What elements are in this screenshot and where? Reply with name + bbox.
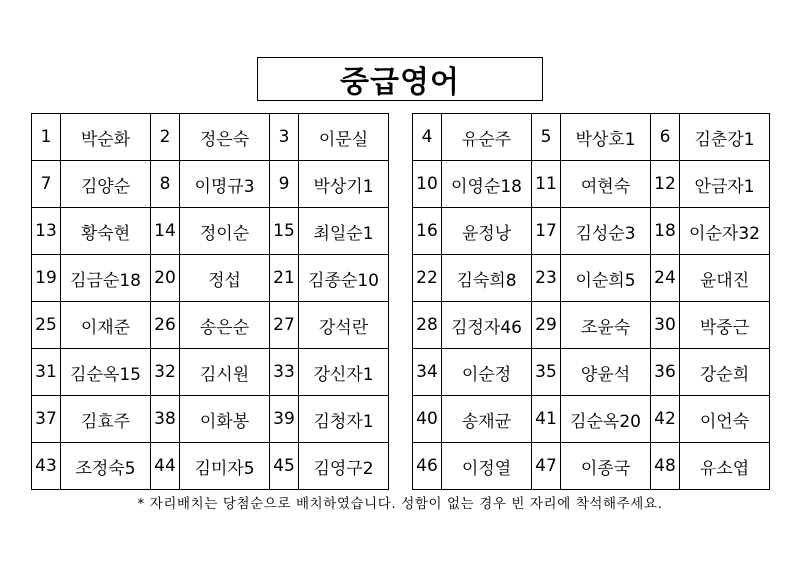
seat-name: 박상호1	[561, 114, 651, 161]
seat-number: 42	[651, 396, 680, 443]
seat-number: 30	[651, 302, 680, 349]
seat-name: 안금자1	[680, 161, 770, 208]
seat-name: 송재균	[442, 396, 532, 443]
seat-row	[413, 208, 770, 255]
seat-name: 이정열	[442, 443, 532, 490]
seat-name: 송은순	[180, 302, 270, 349]
seat-name: 윤대진	[680, 255, 770, 302]
seat-name: 김종순10	[299, 255, 389, 302]
seat-number: 15	[270, 208, 299, 255]
seating-table-right	[412, 113, 770, 490]
seat-number: 2	[151, 114, 180, 161]
seat-row	[32, 161, 389, 208]
seat-number: 12	[651, 161, 680, 208]
seat-row	[32, 208, 389, 255]
seat-number: 1	[32, 114, 61, 161]
seat-name: 이명규3	[180, 161, 270, 208]
seat-name: 김순옥15	[61, 349, 151, 396]
seat-number: 48	[651, 443, 680, 490]
seat-name: 강순희	[680, 349, 770, 396]
seating-table-left	[31, 113, 389, 490]
seat-row	[32, 302, 389, 349]
seat-number: 11	[532, 161, 561, 208]
seat-name: 김청자1	[299, 396, 389, 443]
seat-name: 정은숙	[180, 114, 270, 161]
seat-number: 8	[151, 161, 180, 208]
seat-name: 이문실	[299, 114, 389, 161]
seat-name: 이순자32	[680, 208, 770, 255]
seat-number: 33	[270, 349, 299, 396]
seat-name: 김양순	[61, 161, 151, 208]
seat-name: 정이순	[180, 208, 270, 255]
seat-name: 이순희5	[561, 255, 651, 302]
seat-name: 조정숙5	[61, 443, 151, 490]
seat-number: 5	[532, 114, 561, 161]
seat-number: 26	[151, 302, 180, 349]
seat-name: 김영구2	[299, 443, 389, 490]
seat-name: 김춘강1	[680, 114, 770, 161]
seat-name: 김성순3	[561, 208, 651, 255]
seat-number: 25	[32, 302, 61, 349]
seat-number: 47	[532, 443, 561, 490]
seat-number: 21	[270, 255, 299, 302]
seat-number: 9	[270, 161, 299, 208]
seat-row	[413, 396, 770, 443]
seat-number: 37	[32, 396, 61, 443]
seat-name: 이종국	[561, 443, 651, 490]
seat-number: 32	[151, 349, 180, 396]
seat-name: 강신자1	[299, 349, 389, 396]
seat-number: 19	[32, 255, 61, 302]
seat-number: 18	[651, 208, 680, 255]
seat-name: 유소엽	[680, 443, 770, 490]
seat-name: 최일순1	[299, 208, 389, 255]
seat-name: 김미자5	[180, 443, 270, 490]
seat-name: 박순화	[61, 114, 151, 161]
seat-number: 10	[413, 161, 442, 208]
seat-name: 여현숙	[561, 161, 651, 208]
seat-name: 이영순18	[442, 161, 532, 208]
seat-number: 31	[32, 349, 61, 396]
seat-row	[413, 443, 770, 490]
seat-number: 28	[413, 302, 442, 349]
seat-name: 박중근	[680, 302, 770, 349]
page-title: 중급영어	[257, 57, 543, 101]
seating-note: * 자리배치는 당첨순으로 배치하였습니다. 성함이 없는 경우 빈 자리에 착석해주세요.	[137, 496, 663, 512]
seat-row	[413, 161, 770, 208]
seat-row	[32, 255, 389, 302]
seat-row	[413, 255, 770, 302]
seat-name: 조윤숙	[561, 302, 651, 349]
seat-name: 김효주	[61, 396, 151, 443]
seat-row	[32, 396, 389, 443]
seat-row	[32, 349, 389, 396]
seat-number: 17	[532, 208, 561, 255]
seat-number: 40	[413, 396, 442, 443]
seat-name: 이화봉	[180, 396, 270, 443]
seat-name: 김숙희8	[442, 255, 532, 302]
seat-number: 3	[270, 114, 299, 161]
seat-number: 44	[151, 443, 180, 490]
seat-number: 7	[32, 161, 61, 208]
seat-number: 41	[532, 396, 561, 443]
seat-name: 이언숙	[680, 396, 770, 443]
seat-number: 4	[413, 114, 442, 161]
seat-number: 38	[151, 396, 180, 443]
seat-number: 35	[532, 349, 561, 396]
seat-number: 16	[413, 208, 442, 255]
seat-number: 29	[532, 302, 561, 349]
seat-number: 27	[270, 302, 299, 349]
seat-name: 황숙현	[61, 208, 151, 255]
seat-row	[413, 114, 770, 161]
seat-number: 46	[413, 443, 442, 490]
seat-number: 14	[151, 208, 180, 255]
seat-number: 43	[32, 443, 61, 490]
seat-number: 45	[270, 443, 299, 490]
seat-row	[32, 114, 389, 161]
seat-name: 김금순18	[61, 255, 151, 302]
seat-number: 36	[651, 349, 680, 396]
seat-name: 강석란	[299, 302, 389, 349]
seat-number: 24	[651, 255, 680, 302]
seat-row	[413, 302, 770, 349]
seat-name: 유순주	[442, 114, 532, 161]
seat-number: 13	[32, 208, 61, 255]
seat-number: 22	[413, 255, 442, 302]
seat-number: 34	[413, 349, 442, 396]
seat-number: 39	[270, 396, 299, 443]
seat-number: 23	[532, 255, 561, 302]
seat-row	[32, 443, 389, 490]
seat-number: 6	[651, 114, 680, 161]
seat-name: 정섭	[180, 255, 270, 302]
seat-name: 김시원	[180, 349, 270, 396]
seat-name: 이순정	[442, 349, 532, 396]
seat-name: 김정자46	[442, 302, 532, 349]
seat-name: 김순옥20	[561, 396, 651, 443]
seat-name: 이재준	[61, 302, 151, 349]
seat-name: 박상기1	[299, 161, 389, 208]
seat-row	[413, 349, 770, 396]
seat-number: 20	[151, 255, 180, 302]
seat-name: 양윤석	[561, 349, 651, 396]
seat-name: 윤정낭	[442, 208, 532, 255]
